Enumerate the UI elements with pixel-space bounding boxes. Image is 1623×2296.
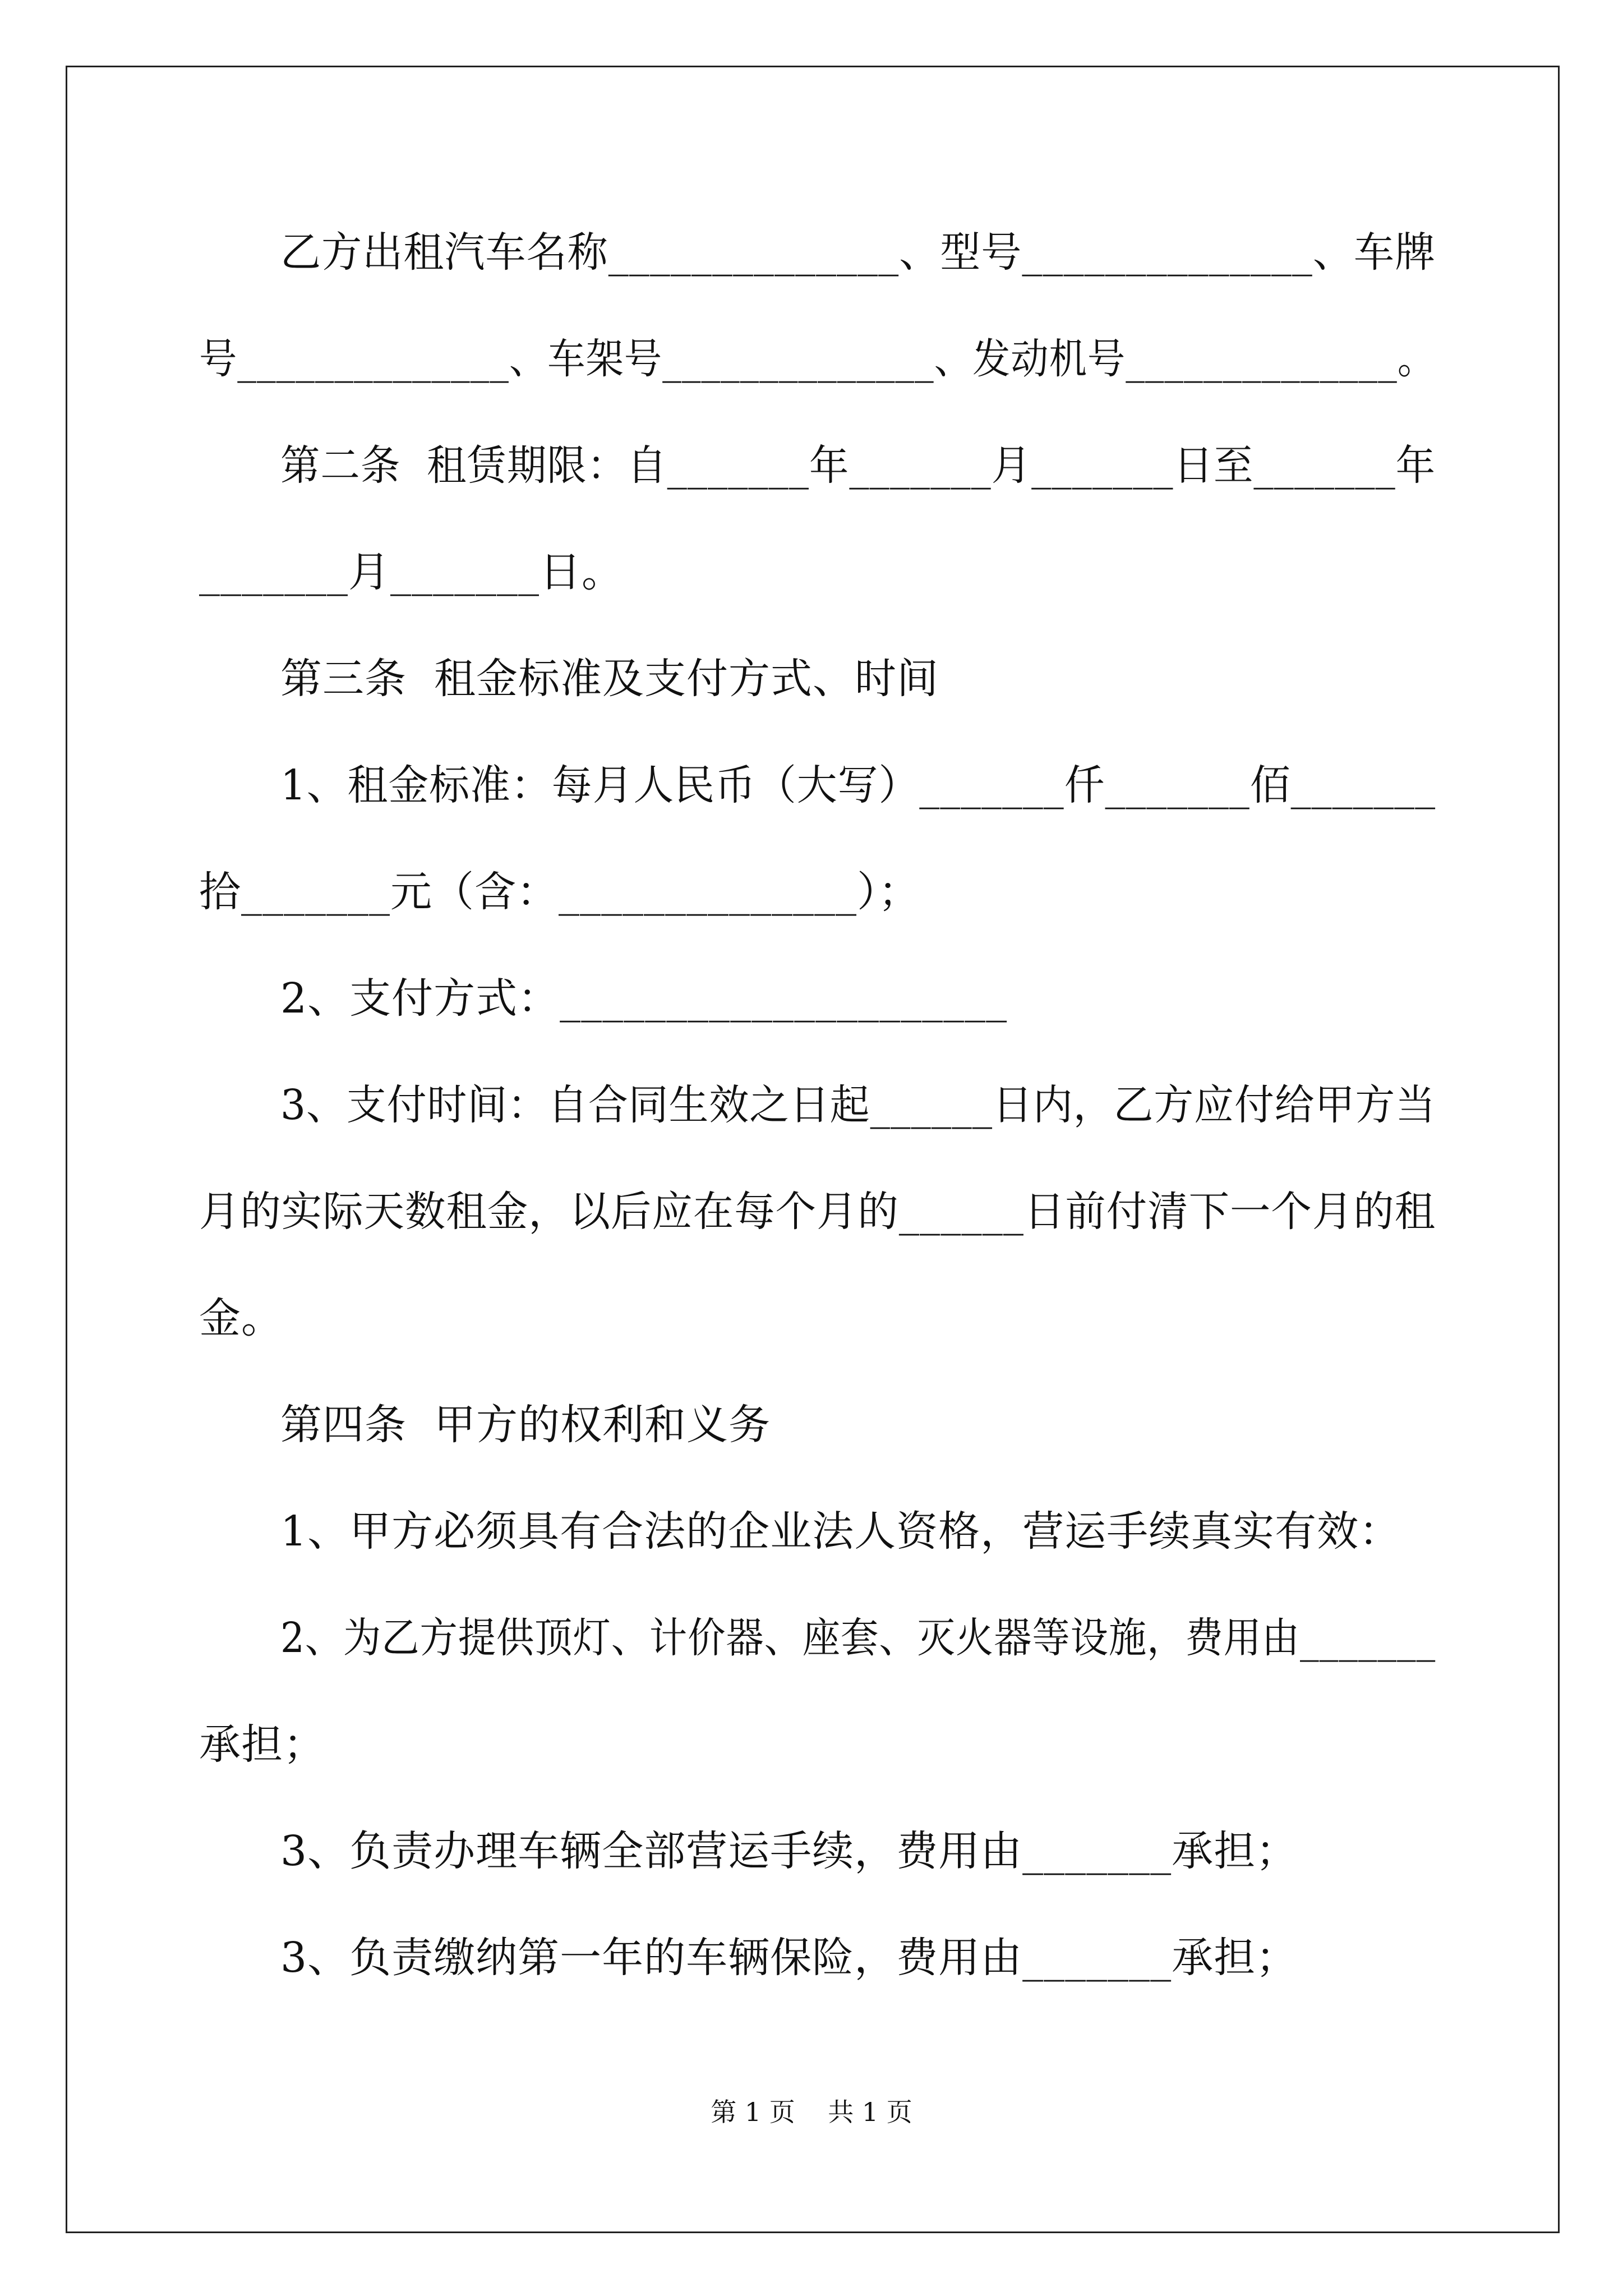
line-11: 金。 xyxy=(199,1294,283,1342)
page-footer: 第 1 页 共 1 页 xyxy=(711,2097,912,2127)
line-04: _______月_______日。 xyxy=(199,548,624,596)
line-09: 3、支付时间：自合同生效之日起______日内，乙方应付给甲方当 xyxy=(280,1081,1436,1129)
line-05: 第三条 租金标准及支付方式、时间 xyxy=(280,655,939,703)
line-13: 1、甲方必须具有合法的企业法人资格，营运手续真实有效： xyxy=(280,1507,1401,1556)
line-15: 承担； xyxy=(199,1720,325,1769)
line-01: 乙方出租汽车名称______________、型号______________、车牌 xyxy=(280,228,1436,277)
line-12: 第四条 甲方的权利和义务 xyxy=(280,1401,771,1449)
line-08: 2、支付方式：_____________________ xyxy=(280,974,1008,1023)
line-02: 号______________、车架号______________、发动机号______________。 xyxy=(199,335,1436,383)
line-06: 1、租金标准：每月人民币（大写）_______仟_______佰_______ xyxy=(280,761,1436,809)
line-17: 3、负责缴纳第一年的车辆保险，费用由_______承担； xyxy=(280,1934,1298,1982)
line-14: 2、为乙方提供顶灯、计价器、座套、灭火器等设施，费用由_______ xyxy=(280,1614,1436,1662)
line-07: 拾_______元（含：______________）； xyxy=(199,868,920,916)
line-03: 第二条 租赁期限：自_______年_______月_______日至_______年 xyxy=(280,441,1436,490)
line-10: 月的实际天数租金，以后应在每个月的______日前付清下一个月的租 xyxy=(199,1188,1436,1236)
line-16: 3、负责办理车辆全部营运手续，费用由_______承担； xyxy=(280,1827,1298,1875)
